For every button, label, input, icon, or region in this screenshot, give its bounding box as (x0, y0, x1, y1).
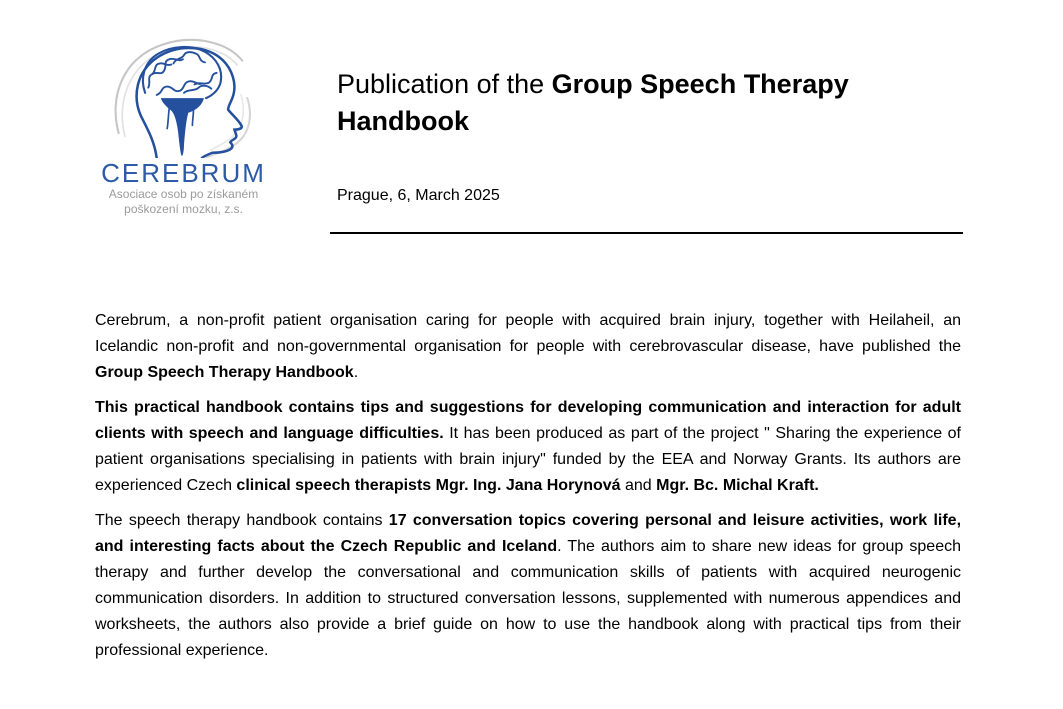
text-run: Publication of the (337, 69, 552, 99)
text-run: The speech therapy handbook contains (95, 512, 389, 529)
bold-text-run: This practical handbook contains tips and suggestions for developing communication and interaction for adult clients with speech and language difficulties. (95, 399, 961, 442)
document-body (95, 308, 961, 673)
logo-subtitle-line2: poškození mozku, z.s. (124, 202, 243, 216)
paragraph (95, 508, 961, 664)
text-run: . The authors aim to share new ideas for group speech therapy and further develop the conversational and communication skills of patients with acquired neurogenic communication disorders. In addition to structured conversation lessons, supplemented with numerous appendices and worksheets, the authors also provide a brief guide on how to use the handbook along with practical tips from their professional experience. (95, 538, 961, 659)
text-run: and (620, 477, 657, 494)
bold-text-run: Group Speech Therapy Handbook (337, 69, 849, 136)
text-run: Cerebrum, a non-profit patient organisation caring for people with acquired brain injury, together with Heilaheil, an Icelandic non-profit and non-governmental organisation for people with cerebrovascular disease, have published the (95, 312, 961, 355)
bold-text-run: Group Speech Therapy Handbook (95, 364, 354, 381)
paragraph (95, 308, 961, 386)
logo-subtitle-line1: Asociace osob po získaném (108, 187, 259, 201)
bold-text-run: clinical speech therapists Mgr. Ing. Jana Horynová (236, 477, 621, 494)
text-run: . (353, 364, 359, 381)
text-run: It has been produced as part of the project " Sharing the experience of patient organisations specialising in patients with brain injury" funded by the EEA and Norway Grants. Its authors are experienced Czech (95, 425, 962, 494)
page-title (337, 66, 902, 140)
paragraph (95, 395, 961, 499)
cerebrum-logo (96, 34, 271, 217)
bold-text-run: 17 conversation topics covering personal and leisure activities, work life, and interesting facts about the Czech Republic and Iceland (95, 512, 962, 555)
logo-wordmark: CEREBRUM (101, 158, 266, 188)
brain-head-profile-icon (109, 34, 259, 158)
dateline: Prague, 6, March 2025 (337, 187, 500, 204)
bold-text-run: Mgr. Bc. Michal Kraft. (656, 477, 819, 494)
divider-line (330, 232, 963, 234)
